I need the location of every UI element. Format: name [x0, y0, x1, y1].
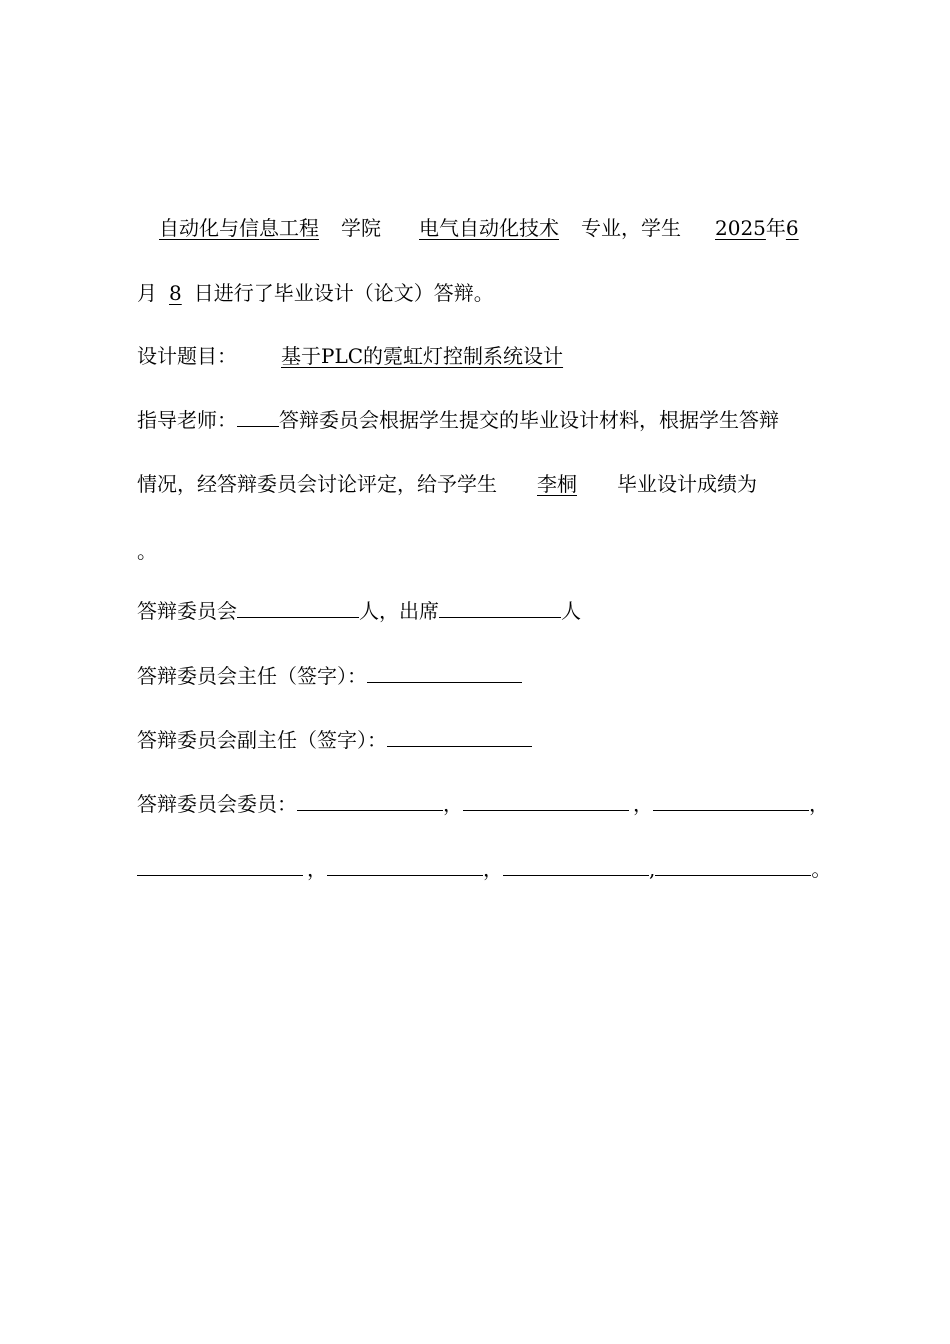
committee-members-label: 答辩委员会 [137, 599, 237, 623]
topic-value: 基于PLC的霓虹灯控制系统设计 [281, 344, 564, 368]
committee-count-blank [237, 597, 359, 618]
day-field [157, 281, 194, 305]
school-field [137, 216, 341, 240]
advisor-label: 指导老师： [137, 408, 237, 432]
attendance-blank [439, 597, 561, 618]
chair-line [137, 662, 522, 690]
member-signature-blank-7 [655, 855, 811, 876]
grade-text: 毕业设计成绩为 [617, 472, 757, 496]
student-name-field [497, 472, 617, 496]
vice-chair-signature-blank [387, 726, 532, 747]
year-unit: 年 [765, 216, 786, 240]
school-name: 自动化与信息工程 [159, 216, 319, 240]
defense-statement: 日进行了毕业设计（论文）答辩。 [193, 281, 494, 305]
member-separator: ， [307, 857, 327, 881]
member-signature-blank-3 [653, 790, 809, 811]
header-line-2 [137, 279, 494, 307]
member-signature-blank-5 [327, 855, 483, 876]
member-separator: ， [443, 792, 463, 816]
major-field [381, 216, 581, 240]
topic-label: 设计题目： [137, 344, 237, 368]
grade-end-period: 。 [137, 539, 157, 563]
school-suffix: 学院 [341, 216, 381, 240]
members-line-1 [137, 790, 829, 818]
attendance-label: 人，出席 [359, 599, 439, 623]
member-separator: , [649, 857, 656, 881]
year-field [693, 216, 766, 240]
people-unit: 人 [561, 599, 581, 623]
advisor-line [137, 406, 779, 434]
student-name: 李桐 [537, 472, 577, 496]
topic-field [281, 344, 629, 368]
members-line-2 [137, 855, 831, 883]
year-value: 2025 [715, 216, 766, 240]
chair-signature-label: 答辩委员会主任（签字）： [137, 664, 367, 688]
member-separator: ， [633, 792, 653, 816]
major-name: 电气自动化技术 [419, 216, 559, 240]
member-signature-blank-2 [463, 790, 629, 811]
member-signature-blank-1 [297, 790, 443, 811]
header-line-1 [137, 214, 799, 242]
day-value: 8 [169, 281, 182, 305]
advisor-followup-text: 答辩委员会根据学生提交的毕业设计材料，根据学生答辩 [279, 408, 779, 432]
member-signature-blank-6 [503, 855, 649, 876]
member-signature-blank-4 [137, 855, 303, 876]
advisor-blank [237, 406, 279, 427]
committee-count-line [137, 597, 581, 625]
member-signature-label: 答辩委员会委员： [137, 792, 297, 816]
major-suffix: 专业，学生 [581, 216, 681, 240]
month-unit: 月 [137, 281, 157, 305]
chair-signature-blank [367, 662, 522, 683]
vice-chair-signature-label: 答辩委员会副主任（签字）： [137, 728, 387, 752]
member-separator: ， [809, 792, 829, 816]
month-value: 6 [785, 216, 799, 240]
period-line [137, 537, 157, 565]
member-separator: ， [483, 857, 503, 881]
members-end-period: 。 [811, 857, 832, 881]
topic-line [137, 342, 629, 370]
vice-chair-line [137, 726, 532, 754]
evaluation-text: 情况，经答辩委员会讨论评定，给予学生 [137, 472, 497, 496]
evaluation-line [137, 470, 757, 498]
